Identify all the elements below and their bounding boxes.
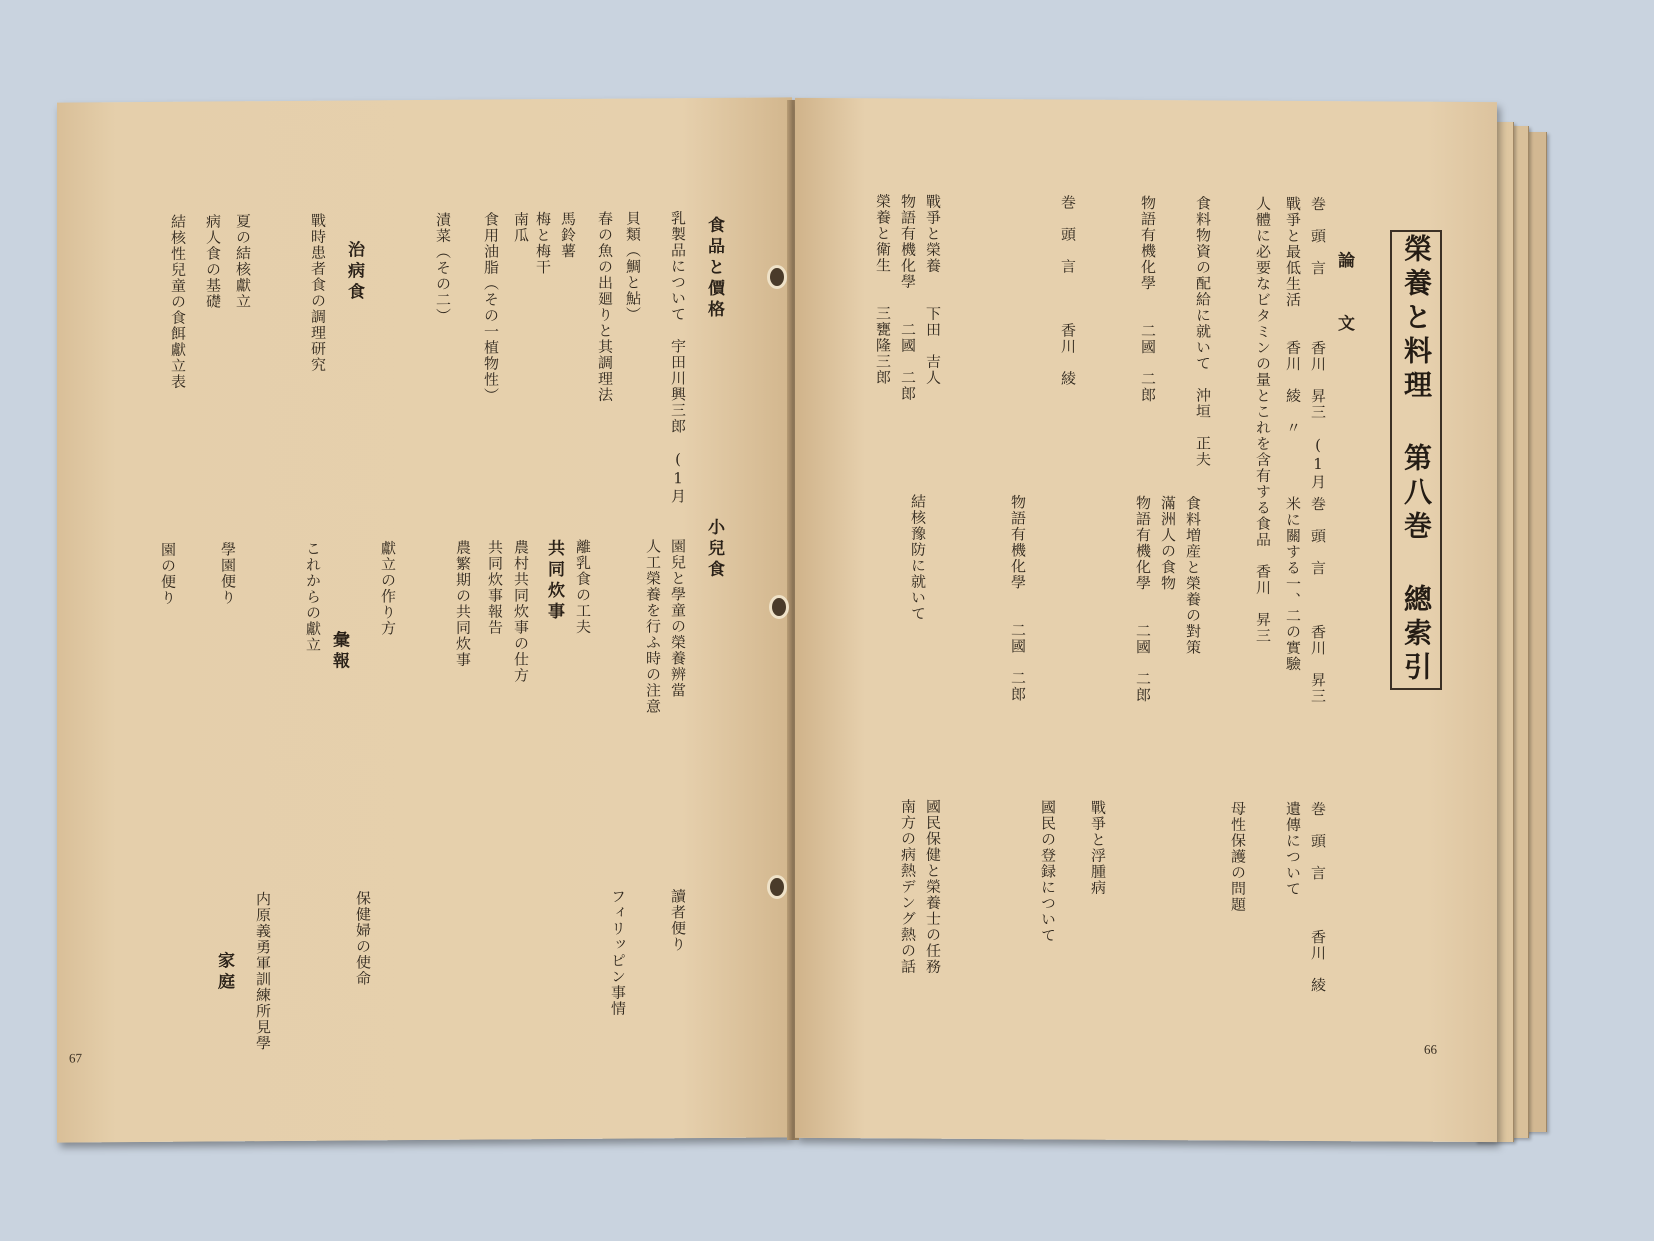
index-entry: 梅と梅干: [534, 211, 552, 276]
index-entry: 病人食の基礎: [204, 213, 222, 310]
index-entry: 南方の病熱デング熱の話: [899, 798, 917, 975]
index-entry: 乳製品について 宇田川興三郎 (1月: [669, 210, 687, 505]
index-entry: 結核豫防に就いて: [909, 493, 927, 622]
index-entry: 物語有機化學 二國 二郎: [1134, 494, 1152, 704]
index-entry: 農村共同炊事の仕方: [512, 539, 530, 684]
index-entry: 離乳食の工夫: [574, 538, 592, 635]
index-entry: 獻立の作り方: [379, 540, 397, 637]
index-entry: 園兒と學童の榮養辨當: [669, 538, 687, 699]
section-heading: 治病食: [344, 240, 364, 304]
index-entry: 巻 頭 言 香川 綾: [1309, 800, 1327, 994]
index-entry: 國民保健と榮養士の任務: [924, 798, 942, 975]
section-heading: 論 文: [1334, 251, 1354, 336]
binding-hole: [772, 598, 786, 616]
index-entry: 戰爭と最低生活 香川 綾 〃: [1284, 195, 1302, 436]
index-entry: 物語有機化學 二國 二郎: [1009, 494, 1027, 703]
index-entry: 人工榮養を行ふ時の注意: [644, 538, 662, 715]
index-entry: 母性保護の問題: [1229, 800, 1247, 913]
index-title: 榮養と料理 第八巻 總索引: [1390, 230, 1442, 690]
section-heading: 彙報: [329, 630, 349, 673]
index-entry: 米に關する一、二の實驗: [1284, 495, 1302, 672]
index-entry: 讀者便り: [669, 888, 687, 953]
index-entry: これからの獻立: [304, 540, 322, 653]
index-entry: 結核性兒童の食餌獻立表: [169, 213, 187, 390]
index-entry: 内原義勇軍訓練所見學: [254, 891, 272, 1052]
index-entry: 物語有機化學 二國 二郎: [1139, 194, 1157, 404]
section-heading: 家庭: [214, 951, 234, 994]
binding-hole: [770, 268, 784, 286]
index-entry: 戰爭と浮腫病: [1089, 799, 1107, 896]
index-entry: 漬菜（その二）: [434, 211, 452, 324]
index-entry: 遺傳について: [1284, 800, 1302, 897]
index-entry: 食料増産と榮養の對策: [1184, 495, 1202, 656]
index-entry: 夏の結核獻立: [234, 213, 252, 310]
section-heading: 小兒食: [704, 517, 724, 582]
index-entry: 馬鈴薯: [559, 210, 577, 260]
index-entry: 農繁期の共同炊事: [454, 539, 472, 668]
index-entry: 榮養と衛生 三甕隆三郎: [874, 193, 892, 386]
index-entry: 南瓜: [512, 211, 530, 244]
index-entry: 巻 頭 言 香川 昇三: [1309, 495, 1327, 705]
section-heading: 共同炊事: [544, 539, 564, 624]
section-heading: 食品と價格: [704, 215, 724, 322]
binding-hole: [770, 878, 784, 896]
index-entry: 國民の登録について: [1039, 799, 1057, 944]
index-entry: 保健婦の使命: [354, 890, 372, 987]
left-page: [57, 97, 792, 1142]
index-entry: 物語有機化學 二國 二郎: [899, 193, 917, 402]
index-entry: 戰時患者食の調理研究: [309, 212, 327, 373]
index-entry: 食料物資の配給に就いて 沖垣 正夫: [1194, 195, 1212, 468]
index-entry: 貝類（鯛と鮎）: [624, 210, 642, 323]
index-entry: 戰爭と榮養 下田 吉人: [924, 193, 942, 386]
index-entry: 春の魚の出廻りと其調理法: [596, 210, 614, 403]
index-entry: 人體に必要なビタミンの量とこれを含有する食品 香川 昇三: [1254, 195, 1272, 644]
index-entry: フィリッピン事情: [609, 888, 627, 1017]
page-number: 67: [69, 1050, 82, 1066]
index-entry: 共同炊事報告: [486, 539, 504, 636]
index-entry: 巻 頭 言 香川 昇三 (1月: [1309, 195, 1327, 491]
page-number: 66: [1424, 1041, 1437, 1057]
index-entry: 食用油脂（その一植物性）: [482, 211, 500, 404]
index-entry: 巻 頭 言 香川 綾: [1059, 194, 1077, 387]
index-entry: 學園便り: [219, 541, 237, 606]
index-entry: 園の便り: [159, 541, 177, 606]
index-entry: 滿洲人の食物: [1159, 495, 1177, 592]
